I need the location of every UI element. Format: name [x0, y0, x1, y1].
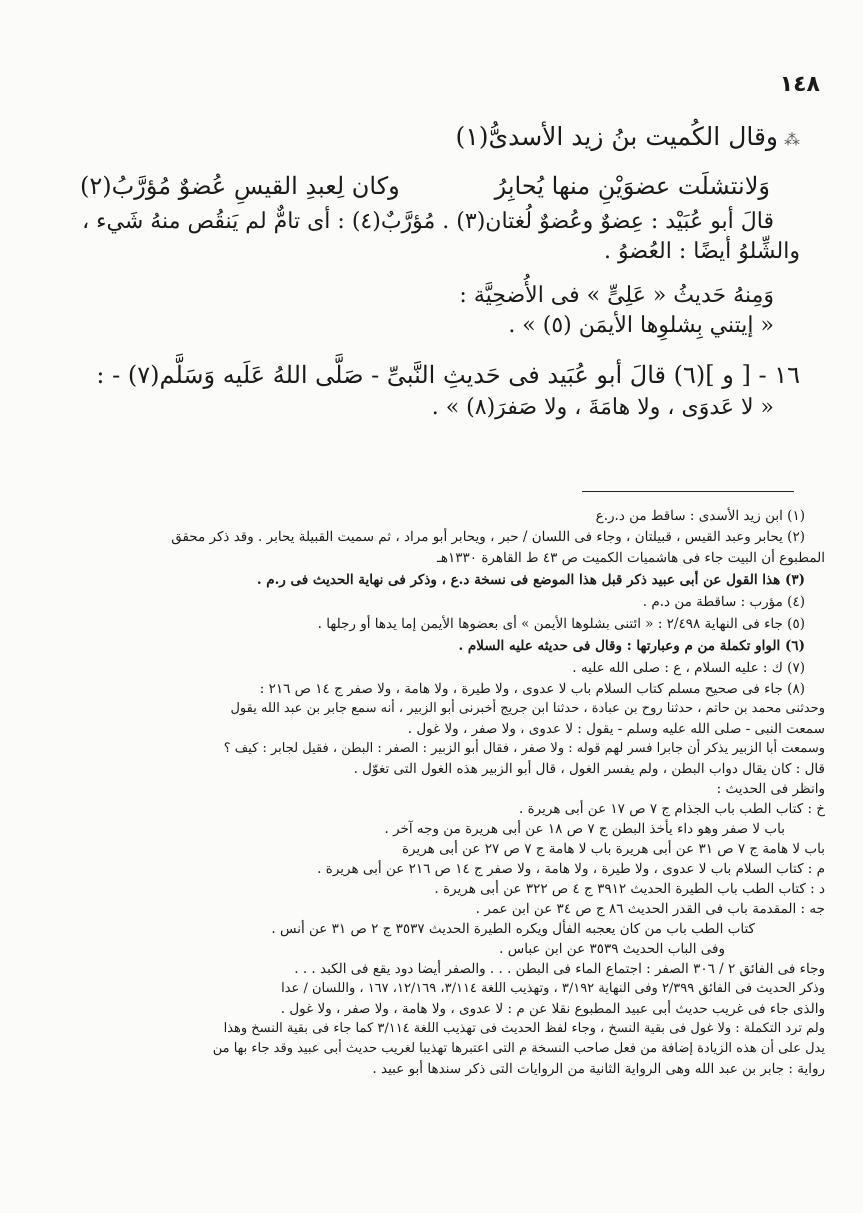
- footnote-line: وانظر فى الحديث :: [716, 781, 825, 797]
- footnote-line: وسمعت أبا الزبير يذكر أن جابرا فسر لهم قوله : ولا صفر ، فقال أبو الزبير : الصفر : البطن ، فقيل لجابر : كيف ؟: [223, 741, 825, 756]
- text-line-8: « لا عَدوَى ، ولا هامَةَ ، ولا صَفرَ(٨) » .: [431, 395, 774, 420]
- footnote-line: (٨) جاء فى صحيح مسلم كتاب السلام باب لا عدوى ، ولا طيرة ، ولا هامة ، ولا صفر ج ١٤ ص ٢١٦ :: [259, 681, 805, 697]
- footnote-line: م : كتاب السلام باب لا عدوى ، ولا طيرة ، ولا هامة ، ولا صفر ج ١٤ ص ٢١٦ عن أبى هريرة .: [317, 861, 825, 877]
- footnote-divider: [582, 491, 794, 492]
- page-number: ١٤٨: [779, 72, 820, 97]
- footnote-line: جه : المقدمة باب فى القدر الحديث ٨٦ ج ص ٣٤ عن ابن عمر .: [475, 901, 825, 917]
- footnote-line: رواية : جابر بن عبد الله وهى الرواية الثانية من الروايات التى ذكر سندها أبو عبيد .: [372, 1061, 825, 1077]
- text-line-6: « إيتني بِشلوِها الأيمَن (٥) » .: [508, 313, 774, 338]
- text-line-1: [60, 120, 800, 157]
- footnote-line: (٣) هذا القول عن أبى عبيد ذكر قبل هذا الموضع فى نسخة د.ع ، وذكر فى نهاية الحديث فى ر.م .: [256, 572, 805, 588]
- footnote-line: خ : كتاب الطب باب الجذام ج ٧ ص ١٧ عن أبى هريرة .: [519, 801, 825, 817]
- text-line-1-content: وقال الكُميت بنُ زيد الأسدىُّ(١): [455, 122, 778, 151]
- footnote-line: سمعت النبى - صلى الله عليه وسلم - يقول : لا عدوى ، ولا صفر ، ولا غول .: [407, 721, 825, 737]
- footnote-line: (٥) جاء فى النهاية ٢/٤٩٨ : « ائتنى بشلوها الأيمن » أى بعضوها الأيمن إما يدها أو رجلها .: [317, 616, 805, 632]
- footnote-line: المطبوع أن البيت جاء فى هاشميات الكميت ص ٤٣ ط القاهرة ١٣٣٠هـ: [436, 550, 825, 566]
- footnote-line: (٧) ك : عليه السلام ، ع : صلى الله عليه .: [572, 660, 805, 676]
- footnote-line: د : كتاب الطب باب الطيرة الحديث ٣٩١٢ ج ٤ ص ٣٢٢ عن أبى هريرة .: [434, 881, 825, 897]
- main-text: [60, 120, 800, 423]
- footnote-line: وجاء فى الفائق ٢ / ٣٠٦ الصفر : اجتماع الماء فى البطن . . . والصفر أيضا دود يقع فى الكبد . . .: [294, 961, 825, 977]
- footnote-line: والذى جاء فى غريب حديث أبى عبيد المطبوع نقلا عن م : لا عدوى ، ولا هامة ، ولا صفر ، ولا غول .: [280, 1001, 825, 1017]
- footnote-line: ولم ترد التكملة : ولا غول فى بقية النسخ ، وجاء لفظ الحديث فى تهذيب اللغة ٣/١١٤ كما جاء فى بقية النسخ وهذا: [223, 1021, 825, 1036]
- footnote-line: (٤) مؤرب : ساقطة من د.م .: [642, 594, 805, 610]
- verse-first-hemistich: وَلانتشلَت عضوَيْنِ منها يُحابِرُ: [494, 172, 770, 200]
- footnote-line: وذكر الحديث فى الفائق ٢/٣٩٩ وفى النهاية ٣/١٩٢ ، وتهذيب اللغة ٣/١١٤، ١٢/١٦٩، ١٦٧ ، واللسان / عدا: [281, 981, 825, 996]
- text-line-5: وَمِنهُ حَديثُ « عَلِىٍّ » فى الأُضحِيَّة :: [459, 283, 774, 308]
- text-line-4: والشِّلوُ أيضًا : العُضوُ .: [604, 239, 800, 264]
- footnote-line: (١) ابن زيد الأسدى : ساقط من د.ر.ع: [595, 508, 805, 524]
- footnote-line: يدل على أن هذه الزيادة إضافة من فعل صاحب النسخة م التى اعتبرها تهذيبا لغريب حديث أبى عبيد وقد جاء بها من: [212, 1041, 825, 1056]
- poem-verse: [60, 169, 800, 203]
- verse-second-hemistich: وكان لِعبدِ القيسِ عُضوٌ مُؤرَّبُ(٢): [80, 172, 400, 200]
- footnotes: [35, 505, 825, 1079]
- footnote-line: وفى الباب الحديث ٣٥٣٩ عن ابن عباس .: [499, 941, 725, 957]
- footnote-line: باب لا هامة ج ٧ ص ٣١ عن أبى هريرة باب لا هامة ج ٧ ص ٢٧ عن أبى هريرة: [401, 841, 825, 857]
- footnote-line: وحدثنى محمد بن حاتم ، حدثنا روح بن عبادة ، حدثنا ابن جريج أخبرنى أبو الزبير ، أنه سمع جابر بن عبد الله يقول: [230, 701, 825, 716]
- footnote-line: كتاب الطب باب من كان يعجبه الفأل ويكره الطيرة الحديث ٣٥٣٧ ج ٢ ص ٣١ عن أنس .: [271, 921, 755, 937]
- text-line-7: ١٦ - [ و ](٦) قالَ أبو عُبَيد فى حَديثِ النَّبىِّ - صَلَّى اللهُ عَلَيه وَسَلَّم(٧) - :: [96, 361, 800, 389]
- footnote-line: قال : كان يقال دواب البطن ، ولم يفسر الغول ، قال أبو الزبير هذه الغول التى تغوّل .: [353, 761, 825, 777]
- footnote-line: باب لا صفر وهو داء يأخذ البطن ج ٧ ص ١٨ عن أبى هريرة من وجه آخر .: [384, 821, 785, 837]
- footnote-line: (٢) يحابر وعبد القيس ، قبيلتان ، وجاء فى اللسان / حبر ، ويحابر أبو مراد ، ثم سميت القبيلة يحابر . وقد ذكر محقق: [171, 529, 805, 545]
- footnote-line: (٦) الواو تكملة من م وعبارتها : وقال فى حديثه عليه السلام .: [458, 638, 805, 654]
- text-line-3: قالَ أبو عُبَيْد : عِضوٌ وعُضوٌ لُغتان(٣) . مُؤرَّبٌ(٤) : أى تامٌّ لم يَنقُص منهُ شَيء ،: [82, 209, 774, 234]
- margin-mark-icon: ⁂: [784, 130, 800, 149]
